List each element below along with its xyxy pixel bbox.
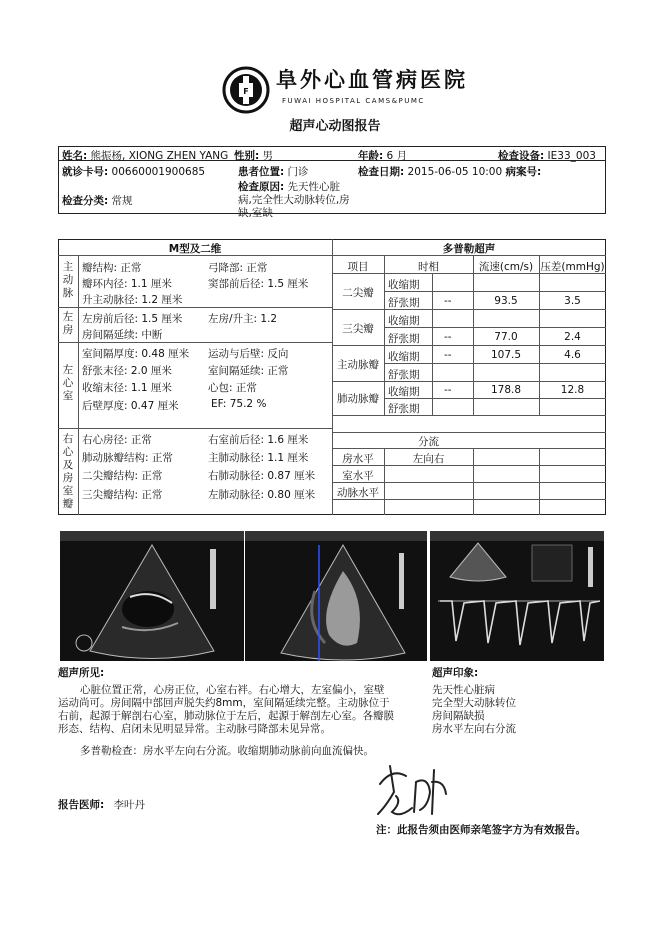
findings-line-1: 心脏位置正常，心房正位，心室右袢。右心增大，左室偏小，室壁 — [80, 684, 385, 696]
ra-size: 右心房径: 正常 — [82, 434, 152, 446]
ejection-fraction: EF: 75.2 % — [211, 398, 267, 410]
col-rule-a — [384, 255, 385, 415]
col-rule-b — [432, 273, 433, 415]
lvesd: 收缩末径: 1.1 厘米 — [82, 382, 172, 394]
shunt-atrial-label: 房水平 — [342, 453, 374, 465]
row-rule-2 — [332, 309, 606, 310]
aortic-sys-label: 收缩期 — [388, 351, 420, 363]
pulmonary-valve: 肺动脉瓣结构: 正常 — [82, 452, 173, 464]
mitral-dia-dash: -- — [444, 295, 452, 307]
sinus: 窦部前后径: 1.5 厘米 — [208, 278, 309, 290]
right-pa: 右肺动脉径: 0.87 厘米 — [208, 470, 316, 482]
svg-text:F: F — [243, 87, 249, 96]
pulmonary-label: 肺动脉瓣 — [337, 393, 379, 405]
ultrasound-image-2 — [245, 531, 427, 661]
patient-location-field: 患者位置: 门诊 — [238, 166, 309, 178]
section-right-heart: 右心及房室瓣 — [62, 433, 74, 510]
findings-line-2: 运动尚可。房间隔中部回声脱失约8mm，室间隔延续完整。主动脉位于 — [58, 697, 390, 709]
row-rule-8 — [332, 415, 606, 416]
findings-title: 超声所见: — [58, 667, 105, 679]
rv-ap: 右室前后径: 1.6 厘米 — [208, 434, 309, 446]
lvedd: 舒张末径: 2.0 厘米 — [82, 365, 172, 377]
col-item: 项目 — [347, 261, 369, 273]
aortic-sys-gradient: 4.6 — [564, 349, 581, 361]
doppler-header: 多普勒超声 — [442, 243, 496, 255]
col-velocity: 流速(cm/s) — [478, 261, 534, 273]
tricuspid-dia-dash: -- — [444, 331, 452, 343]
arch: 弓降部: 正常 — [208, 262, 268, 274]
section-col-rule — [78, 255, 79, 515]
exam-date-field: 检查日期: 2015-06-05 10:00 病案号: — [358, 166, 542, 178]
reporting-doctor: 报告医师: 李叶丹 — [58, 799, 146, 811]
tricuspid-dia-velocity: 77.0 — [494, 331, 518, 343]
report-title: 超声心动图报告 — [289, 119, 381, 134]
section-lv: 左心室 — [62, 364, 74, 402]
ultrasound-image-1 — [60, 531, 244, 661]
ascending-aorta: 升主动脉径: 1.2 厘米 — [82, 294, 183, 306]
pulm-sys-dash: -- — [444, 384, 452, 396]
row-rule-4 — [332, 345, 606, 346]
section-la: 左房 — [62, 311, 74, 336]
shunt-col-rule-c — [539, 448, 540, 515]
wall-motion: 运动与后壁: 反向 — [208, 348, 289, 360]
tricuspid-dia-label: 舒张期 — [388, 333, 420, 345]
left-pa: 左肺动脉径: 0.80 厘米 — [208, 489, 316, 501]
pulm-sys-label: 收缩期 — [388, 386, 420, 398]
doctor-signature — [372, 762, 452, 820]
findings-line-3: 右前，起源于解剖右心室，肺动脉位于左后，起源于解剖左心室。各瓣膜 — [58, 710, 394, 722]
col-phase: 时相 — [418, 261, 439, 273]
shunt-arterial-label: 动脉水平 — [337, 487, 379, 499]
pulm-dia-label: 舒张期 — [388, 403, 420, 415]
patient-sex-field: 性别: 男 — [234, 150, 274, 162]
mitral-label: 二尖瓣 — [342, 287, 374, 299]
la-rule — [58, 342, 332, 343]
annulus: 瓣环内径: 1.1 厘米 — [82, 278, 172, 290]
tricuspid-label: 三尖瓣 — [342, 323, 374, 335]
shunt-atrial-value: 左向右 — [412, 453, 445, 465]
impression-line-3: 房间隔缺损 — [432, 710, 485, 722]
shunt-col-rule-b — [473, 448, 474, 515]
mitral-dia-label: 舒张期 — [388, 297, 420, 309]
hospital-logo-icon — [222, 66, 270, 114]
hospital-name-cn: 阜外心血管病医院 — [276, 67, 468, 92]
aortic-sys-dash: -- — [444, 349, 452, 361]
doppler-findings: 多普勒检查：房水平左向右分流。收缩期肺动脉前向血流偏快。 — [80, 745, 374, 757]
row-rule-6 — [332, 381, 606, 382]
exam-reason-field: 检查原因: 先天性心脏 — [238, 181, 341, 193]
mitral-dia-velocity: 93.5 — [494, 295, 518, 307]
tricuspid-valve: 三尖瓣结构: 正常 — [82, 489, 163, 501]
tricuspid-dia-gradient: 2.4 — [564, 331, 581, 343]
patient-age-field: 年龄: 6 月 — [358, 150, 408, 162]
main-pa: 主肺动脉径: 1.1 厘米 — [208, 452, 309, 464]
ultrasound-image-3 — [430, 531, 604, 661]
shunt-header-rule — [332, 432, 606, 433]
report-note: 注：此报告须由医师亲笔签字方为有效报告。 — [376, 824, 586, 836]
col-gradient: 压差(mmHg) — [540, 261, 605, 273]
device-field: 检查设备: IE33_003 — [498, 150, 596, 162]
aorta-rule — [58, 307, 332, 308]
impression-line-2: 完全型大动脉转位 — [432, 697, 516, 709]
mmode-header: M型及二维 — [168, 243, 222, 255]
shunt-ventricular-label: 室水平 — [342, 470, 374, 482]
impression-line-4: 房水平左向右分流 — [432, 723, 516, 735]
shunt-header: 分流 — [418, 436, 439, 448]
valve-structure: 瓣结构: 正常 — [82, 262, 142, 274]
hospital-name-en: FUWAI HOSPITAL CAMS&PUMC — [282, 97, 425, 105]
mitral-dia-gradient: 3.5 — [564, 295, 581, 307]
card-number-field: 就诊卡号: 00660001900685 — [62, 166, 206, 178]
exam-reason-line3: 缺,室缺 — [238, 207, 273, 219]
pulm-sys-velocity: 178.8 — [490, 384, 522, 396]
mitral-valve: 二尖瓣结构: 正常 — [82, 470, 163, 482]
patient-name-field: 姓名: 熊振杨, XIONG ZHEN YANG — [62, 150, 229, 162]
la-ao-ratio: 左房/升主: 1.2 — [208, 313, 278, 325]
la-ap: 左房前后径: 1.5 厘米 — [82, 313, 183, 325]
pericardium: 心包: 正常 — [208, 382, 257, 394]
aortic-dia-label: 舒张期 — [388, 369, 420, 381]
tricuspid-sys-label: 收缩期 — [388, 315, 420, 327]
ias-continuity: 房间隔延续: 中断 — [82, 329, 163, 341]
lv-rule — [58, 428, 332, 429]
pulm-sys-gradient: 12.8 — [560, 384, 585, 396]
impression-line-1: 先天性心脏病 — [432, 684, 495, 696]
impression-title: 超声印象: — [432, 667, 479, 679]
exam-reason-line2: 病,完全性大动脉转位,房 — [238, 194, 350, 206]
section-aorta: 主动脉 — [62, 261, 74, 299]
findings-line-4: 形态、结构、启闭未见明显异常。主动脉弓降部未见异常。 — [58, 723, 331, 735]
ivs-continuity: 室间隔延续: 正常 — [208, 365, 289, 377]
posterior-wall: 后壁厚度: 0.47 厘米 — [82, 400, 179, 412]
aortic-sys-velocity: 107.5 — [490, 349, 522, 361]
mitral-sys-label: 收缩期 — [388, 279, 420, 291]
aortic-label: 主动脉瓣 — [337, 359, 379, 371]
exam-category-field: 检查分类: 常规 — [62, 195, 133, 207]
ivs-thickness: 室间隔厚度: 0.48 厘米 — [82, 348, 190, 360]
